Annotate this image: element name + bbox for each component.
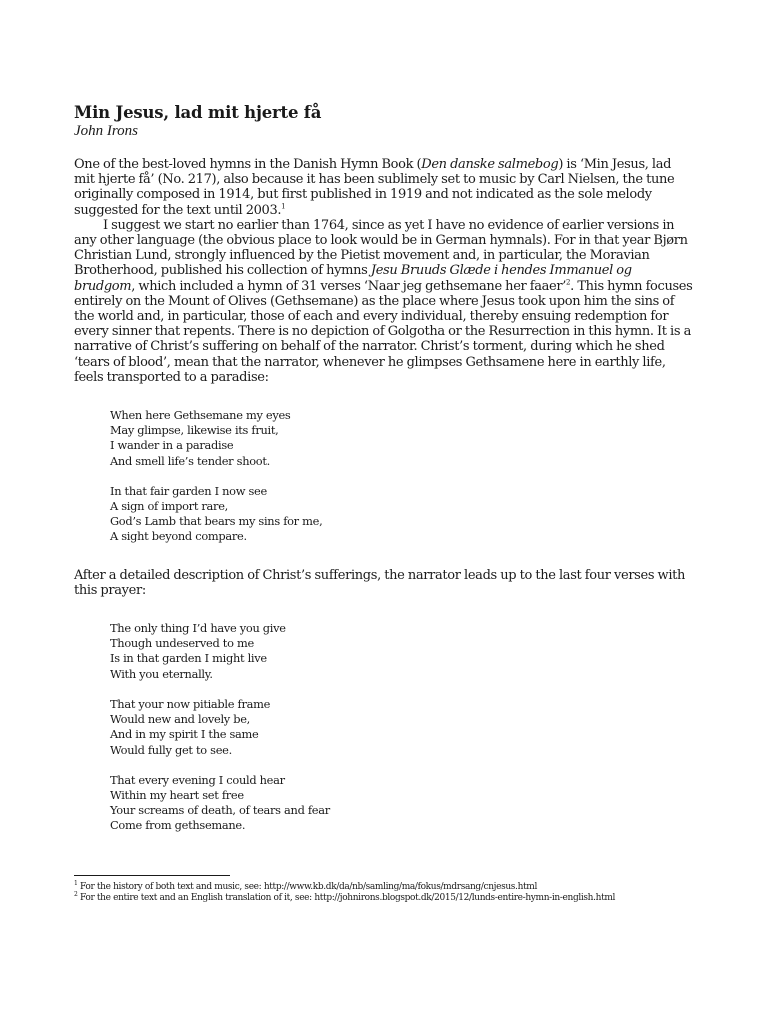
verse-line: Would fully get to see. <box>110 742 232 757</box>
paragraph-2-italic: Jesu Bruuds Glæde i hendes Immanuel og brudgom <box>74 263 632 294</box>
verse-line: With you eternally. <box>110 666 213 681</box>
verse-line: May glimpse, likewise its fruit, <box>110 423 279 438</box>
footnote-2-text: For the entire text and an English translation of it, see: http://johnirons.blogspot.dk/2015/12/lunds-entire-hymn-in-english.html <box>77 893 616 903</box>
page-title: Min Jesus, lad mit hjerte få <box>74 103 322 122</box>
poem-1-stanza <box>110 484 694 545</box>
article <box>74 103 694 834</box>
verse-line: When here Gethsemane my eyes <box>110 408 291 423</box>
paragraph-1 <box>74 157 694 218</box>
verse-line: Within my heart set free <box>110 787 244 802</box>
verse-line: Come from gethsemane. <box>110 818 246 833</box>
paragraph-1-text-b: ) is ‘Min Jesus, lad mit hjerte få’ (No. 217), also because it has been sublimely set to music by Carl Nielsen, the tune originally composed in 1914, but first published in 1919 and not indicated as the sole melody suggested for the text until 2003. <box>74 157 675 218</box>
verse-line: A sight beyond compare. <box>110 529 247 544</box>
verse-line: That every evening I could hear <box>110 772 285 787</box>
poem-1-stanza <box>110 408 694 469</box>
verse-line: A sign of import rare, <box>110 499 228 514</box>
paragraph-2-text-a: I suggest we start no earlier than 1764, since as yet I have no evidence of earlier versions in any other language (the obvious place to look would be in German hymnals). For in that year Bjørn Christian Lund, strongly influenced by the Pietist movement and, in particular, the Moravian Brotherhood, published his collection of hymns <box>74 217 688 279</box>
paragraph-2-text-b: , which included a hymn of 31 verses ‘Naar jeg gethsemane her faaer’ <box>131 278 567 294</box>
verse-line: Is in that garden I might live <box>110 651 267 666</box>
verse-line: That your now pitiable frame <box>110 696 271 711</box>
verse-line: And in my spirit I the same <box>110 727 259 742</box>
poem-2-stanza <box>110 773 694 834</box>
paragraph-1-italic: Den danske salmebog <box>421 157 559 172</box>
poem-2-stanza <box>110 621 694 682</box>
verse-line: Would new and lovely be, <box>110 712 250 727</box>
verse-line: Though undeserved to me <box>110 636 254 651</box>
footnote-ref-2: 2 <box>566 278 571 287</box>
verse-line: And smell life’s tender shoot. <box>110 453 270 468</box>
paragraph-1-text-a: One of the best-loved hymns in the Danish Hymn Book ( <box>74 157 422 172</box>
verse-line: The only thing I’d have you give <box>110 621 286 636</box>
poem-2-stanza <box>110 697 694 758</box>
paragraph-3: After a detailed description of Christ’s sufferings, the narrator leads up to the last four verses with this prayer: <box>74 567 686 598</box>
author-byline: John Irons <box>74 123 139 139</box>
verse-line: I wander in a paradise <box>110 438 234 453</box>
footnote-mark-1: 1 <box>74 880 78 887</box>
footnote-1 <box>74 882 694 893</box>
poem-1 <box>110 408 694 545</box>
footnote-1-text: For the history of both text and music, see: http://www.kb.dk/da/nb/samling/ma/fokus/mdrsang/cnjesus.html <box>77 882 537 892</box>
paragraph-2-text-c: . This hymn focuses entirely on the Mount of Olives (Gethsemane) as the place where Jesus took upon him the sins of the world and, in particular, those of each and every individual, thereby ensuing redemption for every sinner that repents. There is no depiction of Golgotha or the Resurrection in this hymn. It is a narrative of Christ’s suffering on behalf of the narrator. Christ’s torment, during which he shed ‘tears of blood’, mean that the narrator, whenever he glimpses Gethsamene here in earthly life, feels transported to a paradise: <box>74 278 693 385</box>
poem-2 <box>110 621 694 833</box>
verse-line: God’s Lamb that bears my sins for me, <box>110 514 323 529</box>
footnote-2 <box>74 893 694 904</box>
footnote-mark-2: 2 <box>74 891 78 898</box>
footnote-ref-1: 1 <box>281 202 286 211</box>
footnotes <box>74 882 694 904</box>
verse-line: Your screams of death, of tears and fear <box>110 803 330 818</box>
paragraph-2 <box>74 218 694 385</box>
verse-line: In that fair garden I now see <box>110 483 267 498</box>
footnote-divider <box>74 875 230 876</box>
